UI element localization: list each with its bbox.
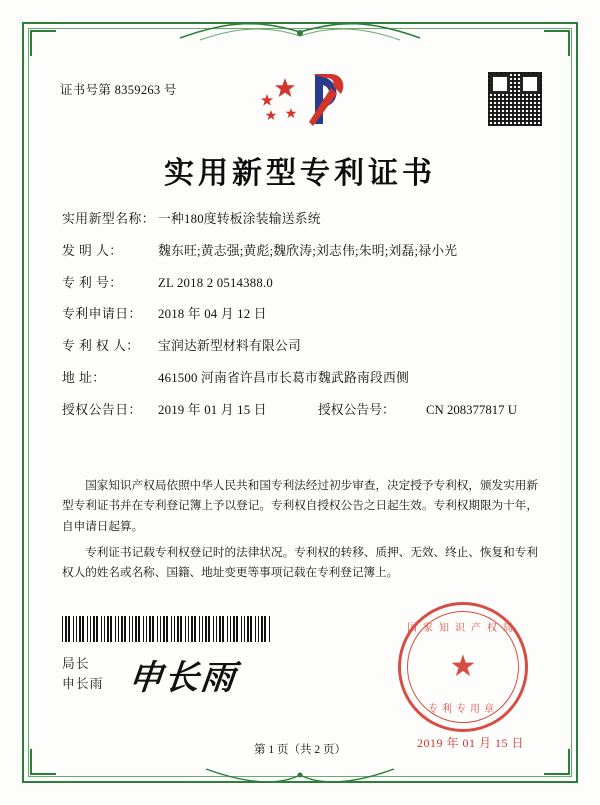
page-title: 实用新型专利证书 — [164, 156, 436, 191]
field-value: 魏东旺;黄志强;黄彪;魏欣涛;刘志伟;朱明;刘磊;禄小光 — [158, 243, 458, 258]
legal-paragraph-1: 国家知识产权局依照中华人民共和国专利法经过初步审查，决定授予专利权，颁发实用新型专利证书并在专利登记簿上予以登记。专利权自授权公告之日起生效。专利权期限为十年，自申请日起算。 — [62, 479, 538, 533]
field-value: 宝润达新型材料有限公司 — [158, 339, 301, 354]
legal-paragraph-2: 专利证书记载专利权登记时的法律状况。专利权的转移、质押、无效、终止、恢复和专利权人的姓名或名称、国籍、地址变更等事项记载在专利登记簿上。 — [62, 545, 538, 580]
certificate-number: 证书号第 8359263 号 — [60, 83, 177, 97]
field-label-grant-number: 授权公告号： — [318, 402, 395, 417]
field-label-grant-date: 授权公告日： — [62, 402, 142, 417]
certificate-content — [46, 46, 554, 759]
field-value-grant-number: CN 208377817 U — [426, 402, 518, 417]
field-value: ZL 2018 2 0514388.0 — [158, 275, 273, 290]
field-row-application-date — [62, 306, 538, 323]
field-label: 地 址： — [62, 370, 106, 385]
field-row-grant-announcement — [62, 402, 538, 419]
field-row-address — [62, 370, 538, 387]
barcode-icon — [62, 616, 272, 642]
legal-paragraphs — [62, 476, 538, 589]
cnipa-emblem-icon — [245, 68, 355, 130]
top-flourish-ornament — [170, 18, 430, 44]
field-label: 专利申请日： — [62, 307, 142, 322]
field-value-grant-date: 2019 年 01 月 15 日 — [158, 402, 267, 417]
field-row-patent-number — [62, 275, 538, 292]
seal-text-top: 国家知识产权局 — [407, 623, 519, 634]
field-label: 专 利 号： — [62, 275, 123, 290]
field-row-utility-model-name — [62, 211, 538, 228]
qr-code-icon — [488, 72, 542, 126]
field-row-inventors — [62, 243, 538, 260]
field-label: 发 明 人： — [62, 243, 123, 258]
field-label: 实用新型名称： — [62, 212, 156, 226]
field-row-patentee — [62, 338, 538, 355]
signature-label-line2: 申长雨 — [62, 677, 104, 692]
field-list — [62, 211, 538, 433]
signature-label — [62, 654, 103, 695]
handwritten-signature: 申长雨 — [126, 658, 240, 698]
seal-text-bottom: 专利专用章 — [428, 704, 498, 715]
bottom-flourish-ornament — [200, 765, 400, 787]
signature-block — [62, 654, 240, 699]
field-value: 461500 河南省许昌市长葛市魏武路南段西侧 — [158, 370, 409, 385]
field-value: 一种180度转板涂装输送系统 — [158, 212, 321, 226]
field-label: 专 利 权 人： — [62, 339, 140, 354]
signature-label-line1: 局长 — [62, 657, 90, 671]
field-value: 2018 年 04 月 12 日 — [158, 307, 267, 322]
seal-date: 2019 年 01 月 15 日 — [416, 736, 524, 750]
official-seal — [398, 602, 528, 732]
star-icon: ★ — [449, 650, 477, 683]
page-footer: 第 1 页（共 2 页） — [254, 744, 346, 756]
